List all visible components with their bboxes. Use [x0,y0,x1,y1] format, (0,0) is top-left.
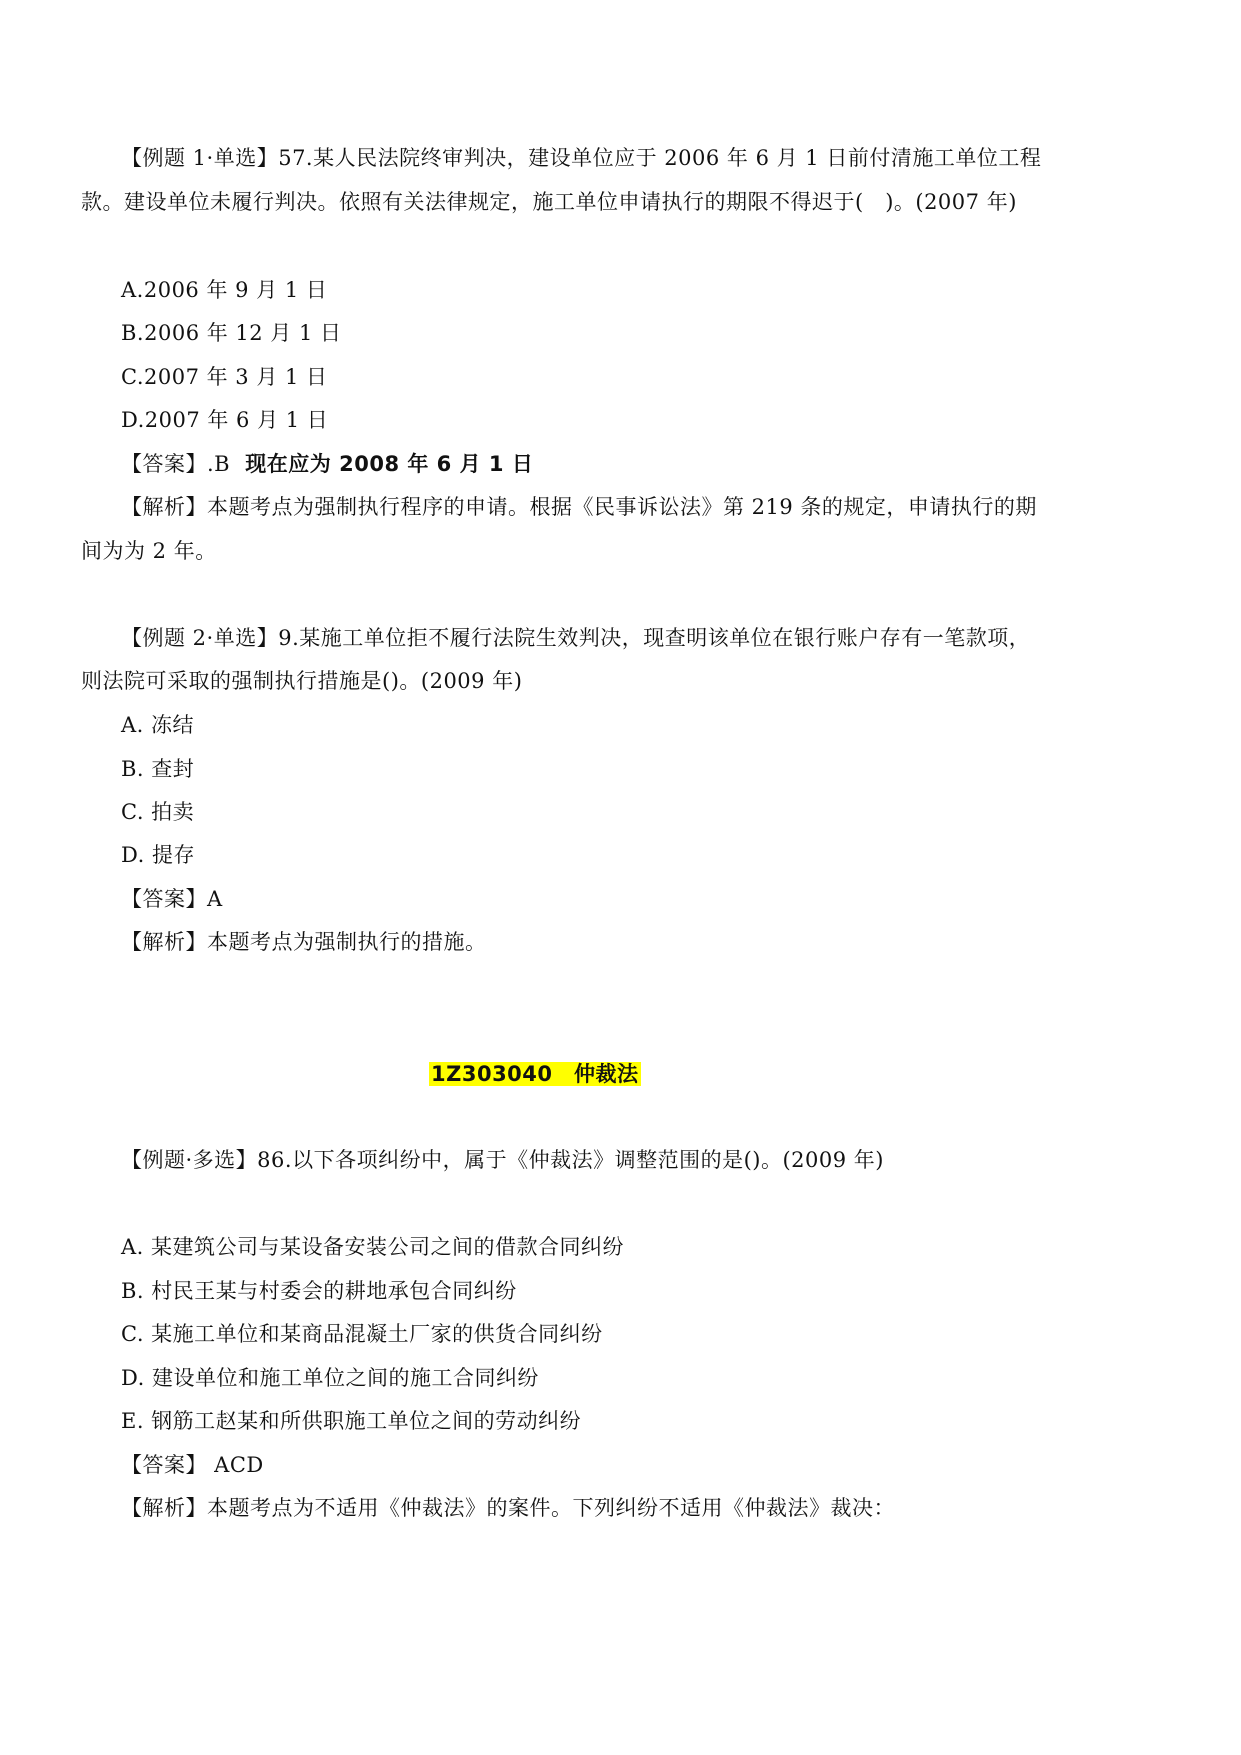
q2-option-a: A. 冻结 [121,713,195,737]
q2-option-b: B. 查封 [121,757,195,781]
q2-option-c: C. 拍卖 [121,800,195,824]
q1-analysis-line1: 【解析】本题考点为强制执行程序的申请。根据《民事诉讼法》第 219 条的规定，申请执行的期 [121,495,1037,519]
q2-stem-line1: 【例题 2·单选】9.某施工单位拒不履行法院生效判决，现查明该单位在银行账户存有一笔款项， [121,626,1031,650]
q1-option-b: B.2006 年 12 月 1 日 [121,321,342,345]
q1-answer-note: 现在应为 2008 年 6 月 1 日 [245,452,534,476]
q2-stem-line2: 则法院可采取的强制执行措施是()。(2009 年) [81,669,523,693]
q3-stem: 【例题·多选】86.以下各项纠纷中，属于《仲裁法》调整范围的是()。(2009 年) [121,1148,884,1172]
q2-analysis: 【解析】本题考点为强制执行的措施。 [121,930,487,954]
q3-option-d: D. 建设单位和施工单位之间的施工合同纠纷 [121,1366,539,1390]
q2-option-d: D. 提存 [121,843,195,867]
q2-answer: 【答案】A [121,887,223,911]
q1-option-d: D.2007 年 6 月 1 日 [121,408,329,432]
q1-analysis-line2: 间为为 2 年。 [81,539,217,563]
q3-analysis: 【解析】本题考点为不适用《仲裁法》的案件。下列纠纷不适用《仲裁法》裁决： [121,1496,895,1520]
q1-stem-line2: 款。建设单位未履行判决。依照有关法律规定，施工单位申请执行的期限不得迟于( )。(2007 年) [81,190,1017,214]
q3-option-c: C. 某施工单位和某商品混凝土厂家的供货合同纠纷 [121,1322,603,1346]
q1-answer [121,450,533,478]
q3-option-e: E. 钢筋工赵某和所供职施工单位之间的劳动纠纷 [121,1409,582,1433]
q1-stem-line1: 【例题 1·单选】57.某人民法院终审判决，建设单位应于 2006 年 6 月 1 日前付清施工单位工程 [121,146,1042,170]
section-heading [429,1060,641,1088]
q3-answer: 【答案】 ACD [121,1453,264,1477]
q1-option-c: C.2007 年 3 月 1 日 [121,365,328,389]
q3-option-a: A. 某建筑公司与某设备安装公司之间的借款合同纠纷 [121,1235,625,1259]
q3-option-b: B. 村民王某与村委会的耕地承包合同纠纷 [121,1279,517,1303]
q1-option-a: A.2006 年 9 月 1 日 [121,278,328,302]
section-heading-highlight: 1Z303040 仲裁法 [431,1062,639,1086]
q1-answer-prefix: 【答案】.B [121,452,231,476]
